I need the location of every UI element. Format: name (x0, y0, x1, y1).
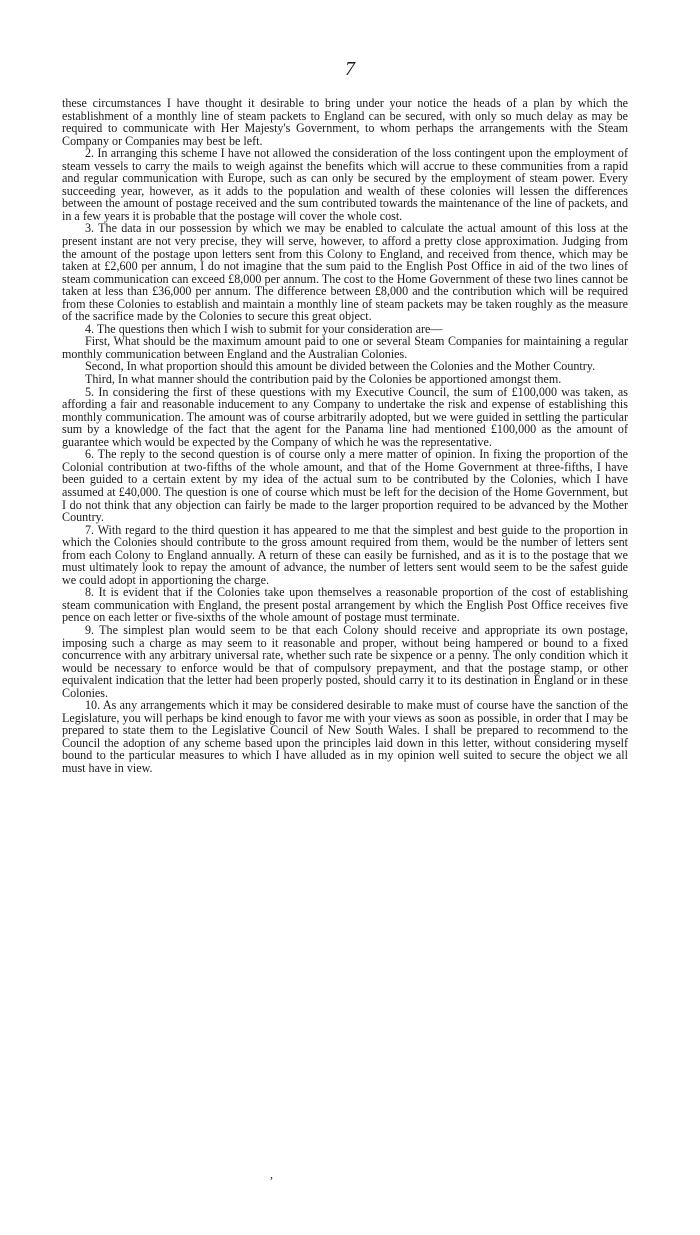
paragraph-2: 2. In arranging this scheme I have not allowed the consideration of the loss contingent upon the employment of steam vessels to carry the mails to weigh against the benefits which will accrue to these communities from a rapid and regular communication with Europe, such as can only be secured by the employment of steam power. Every succeeding year, however, as it adds to the population and wealth of these colonies will lessen the differences between the amount of postage received and the sum contributed towards the maintenance of the line of packets, and in a few years it is probable that the postage will cover the whole cost. (62, 146, 628, 223)
letter-body (62, 97, 628, 775)
question-third: Third, In what manner should the contribution paid by the Colonies be apportioned amongst them. (85, 372, 562, 387)
paragraph-9: 9. The simplest plan would seem to be that each Colony should receive and appropriate its own postage, imposing such a charge as may seem to it reasonable and proper, without being hampered or bound to a fixed concurrence with any arbitrary universal rate, whether such rate be sixpence or a penny. The only condition which it would be necessary to enforce would be that of compulsory prepayment, and that the postage stamp, or other equivalent indication that the letter had been properly posted, should carry it to its destination in England or in these Colonies. (62, 622, 628, 700)
stray-ink-mark: , (270, 1167, 273, 1181)
paragraph-6: 6. The reply to the second question is of course only a mere matter of opinion. In fixing the proportion of the Colonial contribution at two-fifths of the whole amount, and that of the Home Government at three-fifths, I have been guided to a certain extent by my idea of the actual sum to be contributed by the Colonies, which I have assumed at £40,000. The question is one of course which must be left for the decision of the Home Government, but I do not think that any objection can fairly be made to the larger proportion required to be advanced by the Mother Country. (62, 447, 628, 525)
paragraph-5: 5. In considering the first of these questions with my Executive Council, the sum of £100,000 was taken, as affording a fair and reasonable inducement to any Company to undertake the risk and expense of establishing this monthly communication. The amount was of course arbitrarily adopted, but we were guided in settling the particular sum by a knowledge of the fact that the agent for the Panama line had mentioned £100,000 as the amount of guarantee which would be expected by the Company of which he was the representative. (62, 384, 628, 449)
page-number: 7 (345, 58, 355, 80)
paragraph-7: 7. With regard to the third question it has appeared to me that the simplest and best guide to the proportion in which the Colonies should contribute to the gross amount required from them, would be the number of letters sent from each Colony to England annually. A return of these can easily be furnished, and as it is to the postage that we must ultimately look to repay the amount of advance, the number of letters sent would seem to be the safest guide we could adopt in apportioning the charge. (62, 522, 628, 587)
paragraph-3: 3. The data in our possession by which we may be enabled to calculate the actual amount of this loss at the present instant are not very precise, they will serve, however, to afford a pretty close approximation. Judging from the amount of the postage upon letters sent from this Colony to England, and received from thence, which may be taken at £2,600 per annum, I do not imagine that the sum paid to the English Post Office in aid of the two lines of steam communication can exceed £8,000 per annum. The cost to the Home Government of these two lines cannot be taken at less than £36,000 per annum. The difference between £8,000 and the contribution which will be required from these Colonies to establish and maintain a monthly line of steam packets may be taken roughly as the measure of the sacrifice made by the Colonies to secure this great object. (62, 221, 628, 324)
paragraph-4: 4. The questions then which I wish to submit for your consideration are— (85, 321, 443, 336)
paragraph-8: 8. It is evident that if the Colonies take upon themselves a reasonable proportion of the cost of establishing steam communication with England, the present postal arrangement by which the English Post Office receives five pence on each letter or five-sixths of the whole amount of postage must terminate. (62, 585, 628, 625)
question-second: Second, In what proportion should this amount be divided between the Colonies and the Mother Country. (85, 359, 596, 374)
paragraph-continuation: these circumstances I have thought it desirable to bring under your notice the heads of a plan by which the establishment of a monthly line of steam packets to England can be secured, with only so much delay as may be required to communicate with Her Majesty's Government, to whom perhaps the arrangements with the Steam Company or Companies may best be left. (62, 96, 628, 148)
paragraph-10: 10. As any arrangements which it may be considered desirable to make must of course have the sanction of the Legislature, you will perhaps be kind enough to favor me with your views as soon as possible, in order that I may be prepared to state them to the Legislative Council of New South Wales. I shall be prepared to recommend to the Council the adoption of any scheme based upon the principles laid down in this letter, without considering myself bound to the particular measures to which I have alluded as in my opinion well suited to secure the object we all must have in view. (62, 698, 628, 775)
question-first: First, What should be the maximum amount paid to one or several Steam Companies for maintaining a regular monthly communication between England and the Australian Colonies. (62, 334, 628, 361)
